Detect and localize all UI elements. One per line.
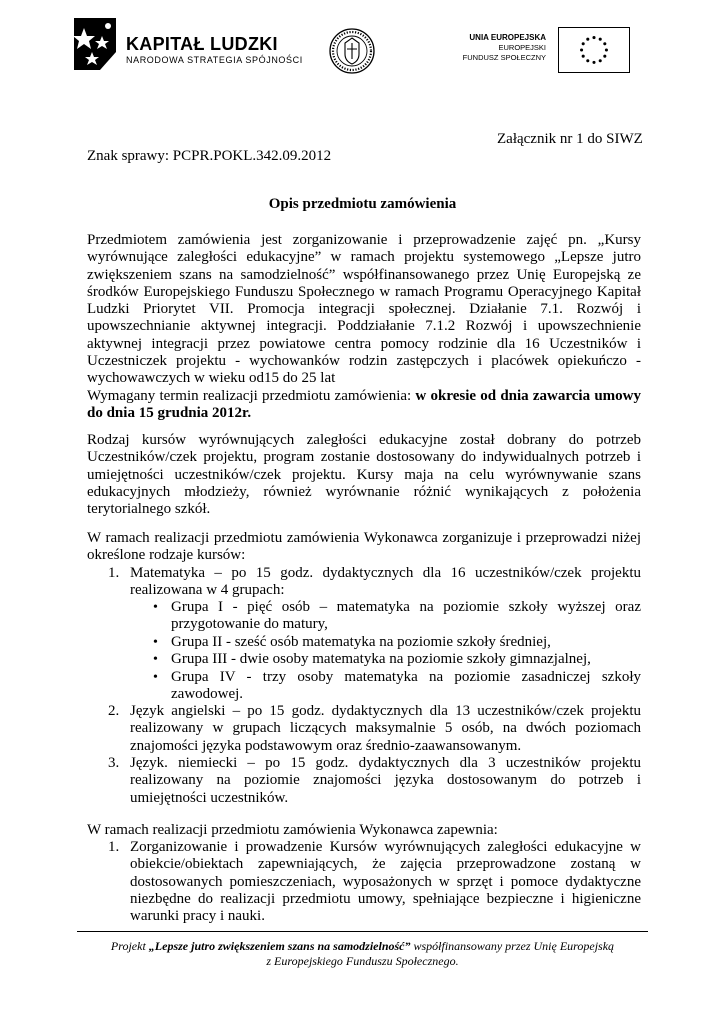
paragraph-subject (87, 232, 641, 422)
kapital-ludzki-title: KAPITAŁ LUDZKI (126, 34, 278, 54)
term-line (87, 388, 641, 423)
group-item: Grupa II - sześć osób matematyka na poziomie szkoły średniej, (171, 634, 551, 650)
list-item: Matematyka – po 15 godz. dydaktycznych dla 16 uczestników/czek projektu realizowana w 4 grupach: (130, 565, 641, 599)
bullet-icon: • (153, 600, 158, 615)
paragraph-course-types: Rodzaj kursów wyrównujących zaległości edukacyjne został dobrany do potrzeb Uczestników/czek projektu, program zostanie dostosowany do indywidualnych potrzeb i umiejętności uczestników/czek projektu. Kursy maja na celu wyrównywanie szans edukacyjnych młodzieży, również wyrównanie różnić wynikających z położenia terytorialnego szkół. (87, 432, 641, 518)
subject-text: Przedmiotem zamówienia jest zorganizowanie i przeprowadzenie zajęć pn. „Kursy wyrównujące zaległości edukacyjne” w ramach projektu systemowego „Lepsze jutro zwiększeniem szans na samodzielność” współfinansowanego przez Unię Europejską ze środków Europejskiego Funduszu Społecznego w ramach Programu Operacyjnego Kapitał Ludzki Priorytet VII. Promocja integracji społecznej. Działanie 7.1. Rozwój i upowszechnianie aktywnej integracji. Poddziałanie 7.1.2 Rozwój i upowszechnienie aktywnej integracji przez powiatowe centra pomocy rodzinie dla 16 Uczestników i Uczestniczek projektu - wychowanków rodzin zastępczych i placówek opiekuńczo - wychowawczych w wieku od15 do 25 lat (87, 232, 641, 387)
paragraph-contractor-courses: W ramach realizacji przedmiotu zamówienia Wykonawca zorganizuje i przeprowadzi niżej określone rodzaje kursów: (87, 530, 641, 564)
footer-line-2: z Europejskiego Funduszu Społecznego. (266, 954, 459, 968)
kapital-ludzki-wordmark (126, 34, 303, 66)
eu-label (458, 33, 546, 63)
list-number: 1. (108, 839, 120, 855)
group-item: Grupa I - pięć osób – matematyka na poziomie szkoły wyższej oraz przygotowanie do matury, (171, 599, 641, 633)
eu-line-2: FUNDUSZ SPOŁECZNY (462, 53, 546, 62)
footer-line-1 (0, 939, 725, 954)
group-item: Grupa IV - trzy osoby matematyka na poziomie zasadniczej szkoły zawodowej. (171, 669, 641, 703)
list-item: Język. niemiecki – po 15 godz. dydaktycznych dla 3 uczestników projektu realizowany na poziomie znajomości języka dostosowanym do potrzeb i umiejętności uczestników. (130, 755, 641, 806)
county-seal-icon (328, 27, 376, 75)
list-number: 2. (108, 703, 120, 719)
footer-suffix: współfinansowany przez Unię Europejską (410, 939, 615, 953)
footer-project-name: „Lepsze jutro zwiększeniem szans na samodzielność” (148, 939, 411, 953)
eu-line-1: EUROPEJSKI (498, 43, 546, 52)
kapital-ludzki-logo-icon (70, 14, 120, 72)
term-prefix: Wymagany termin realizacji przedmiotu zamówienia: (87, 387, 416, 404)
list-item: Język angielski – po 15 godz. dydaktycznych dla 13 uczestników/czek projektu realizowany w grupach liczących maksymalnie 5 osób, na dwóch poziomach znajomości języka podstawowym oraz średnio-zaawansowanym. (130, 703, 641, 754)
kapital-ludzki-subtitle: NARODOWA STRATEGIA SPÓJNOŚCI (126, 55, 303, 65)
group-item: Grupa III - dwie osoby matematyka na poziomie szkoły gimnazjalnej, (171, 651, 591, 667)
bullet-icon: • (153, 635, 158, 650)
list-item: Zorganizowanie i prowadzenie Kursów wyrównujących zaległości edukacyjne w obiekcie/obiektach zapewniających, że zajęcia przeprowadzone zostaną w dostosowanych pomieszczeniach, wyposażonych w sprzęt i pomoce dydaktyczne niezbędne do realizacji przedmiotu umowy, spełniające bezpieczne i higieniczne warunki pracy i nauki. (130, 839, 641, 925)
annex-label: Załącznik nr 1 do SIWZ (497, 131, 643, 147)
list-number: 1. (108, 565, 120, 581)
footer (0, 939, 725, 969)
eu-title: UNIA EUROPEJSKA (469, 33, 546, 42)
term-bold: w okresie od dnia zawarcia umowy do dnia 15 grudnia 2012r. (87, 387, 641, 421)
bullet-icon: • (153, 652, 158, 667)
eu-flag-icon (558, 27, 630, 73)
document-title: Opis przedmiotu zamówienia (268, 196, 457, 212)
paragraph-contractor-provides: W ramach realizacji przedmiotu zamówienia Wykonawca zapewnia: (87, 822, 498, 838)
bullet-icon: • (153, 670, 158, 685)
case-number: Znak sprawy: PCPR.POKL.342.09.2012 (87, 148, 332, 164)
footer-divider (77, 931, 648, 932)
footer-prefix: Projekt (110, 939, 149, 953)
list-number: 3. (108, 755, 120, 771)
